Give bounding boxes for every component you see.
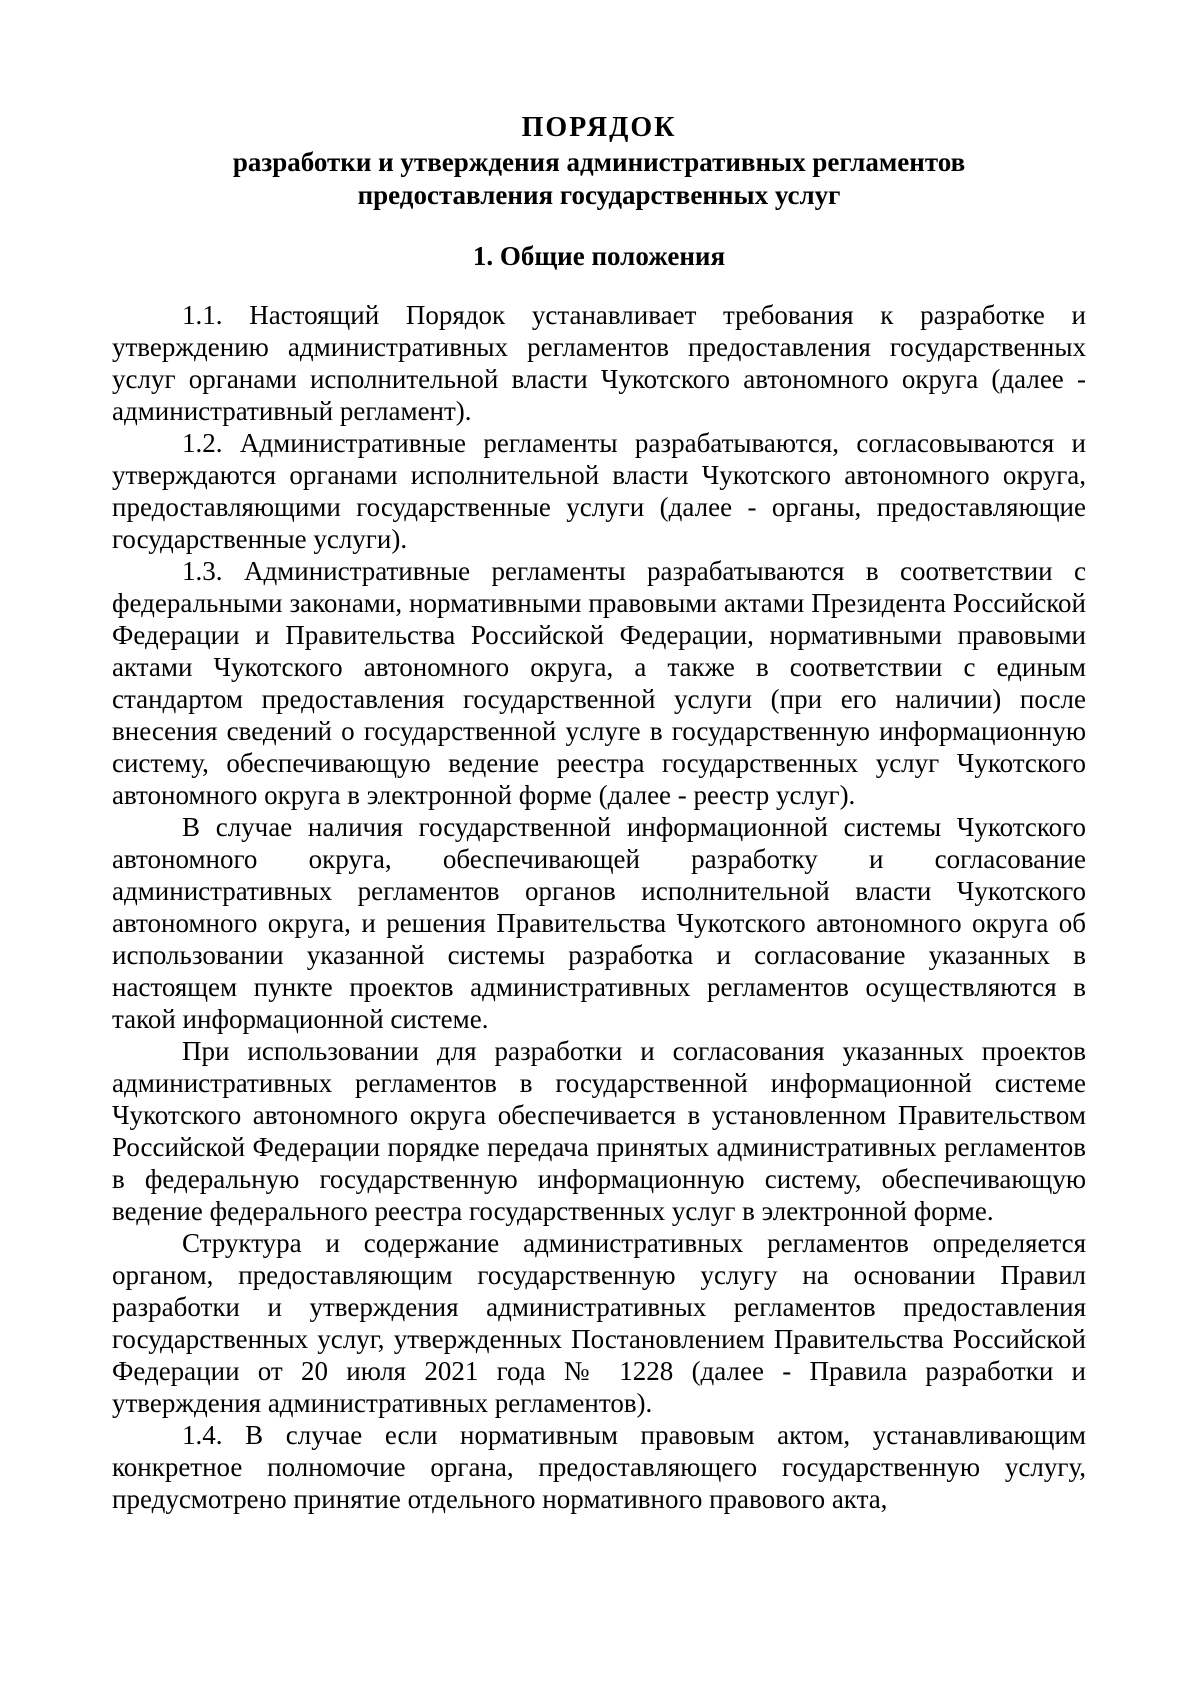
document-body	[112, 110, 1086, 1515]
document-title: ПОРЯДОК	[521, 112, 677, 143]
paragraph-1-3-structure: Структура и содержание административных регламентов определяется органом, предоставляющим государственную услугу на основании Правил разработки и утверждения административных регламентов предоставления государственных услуг, утвержденных Постановлением Правительства Российской Федерации от 20 июля 2021 года № 1228 (далее - Правила разработки и утверждения административных регламентов).	[112, 1228, 1086, 1418]
document-subtitle-line-2: предоставления государственных услуг	[357, 180, 841, 210]
paragraph-1-3-information-system: В случае наличия государственной информационной системы Чукотского автономного округа, обеспечивающей разработку и согласование административных регламентов органов исполнительной власти Чукотского автономного округа, и решения Правительства Чукотского автономного округа об использовании указанной системы разработка и согласование указанных в настоящем пункте проектов административных регламентов осуществляются в такой информационной системе.	[112, 812, 1086, 1034]
paragraph-1-4: 1.4. В случае если нормативным правовым актом, устанавливающим конкретное полномочие органа, предоставляющего государственную услугу, предусмотрено принятие отдельного нормативного правового акта,	[112, 1420, 1086, 1514]
paragraph-1-1: 1.1. Настоящий Порядок устанавливает требования к разработке и утверждению административных регламентов предоставления государственных услуг органами исполнительной власти Чукотского автономного округа (далее - административный регламент).	[112, 300, 1086, 426]
document-subtitle-line-1: разработки и утверждения административных регламентов	[232, 147, 966, 177]
paragraph-1-3: 1.3. Административные регламенты разрабатываются в соответствии с федеральными законами, нормативными правовыми актами Президента Российской Федерации и Правительства Российской Федерации, нормативными правовыми актами Чукотского автономного округа, а также в соответствии с единым стандартом предоставления государственной услуги (при его наличии) после внесения сведений о государственной услуге в государственную информационную систему, обеспечивающую ведение реестра государственных услуг Чукотского автономного округа в электронной форме (далее - реестр услуг).	[112, 556, 1086, 810]
section-heading: 1. Общие положения	[472, 241, 726, 271]
paragraph-1-3-registry-transfer: При использовании для разработки и согласования указанных проектов административных регламентов в государственной информационной системе Чукотского автономного округа обеспечивается в установленном Правительством Российской Федерации порядке передача принятых административных регламентов в федеральную государственную информационную систему, обеспечивающую ведение федерального реестра государственных услуг в электронной форме.	[112, 1036, 1086, 1226]
paragraph-1-2: 1.2. Административные регламенты разрабатываются, согласовываются и утверждаются органами исполнительной власти Чукотского автономного округа, предоставляющими государственные услуги (далее - органы, предоставляющие государственные услуги).	[112, 428, 1086, 554]
